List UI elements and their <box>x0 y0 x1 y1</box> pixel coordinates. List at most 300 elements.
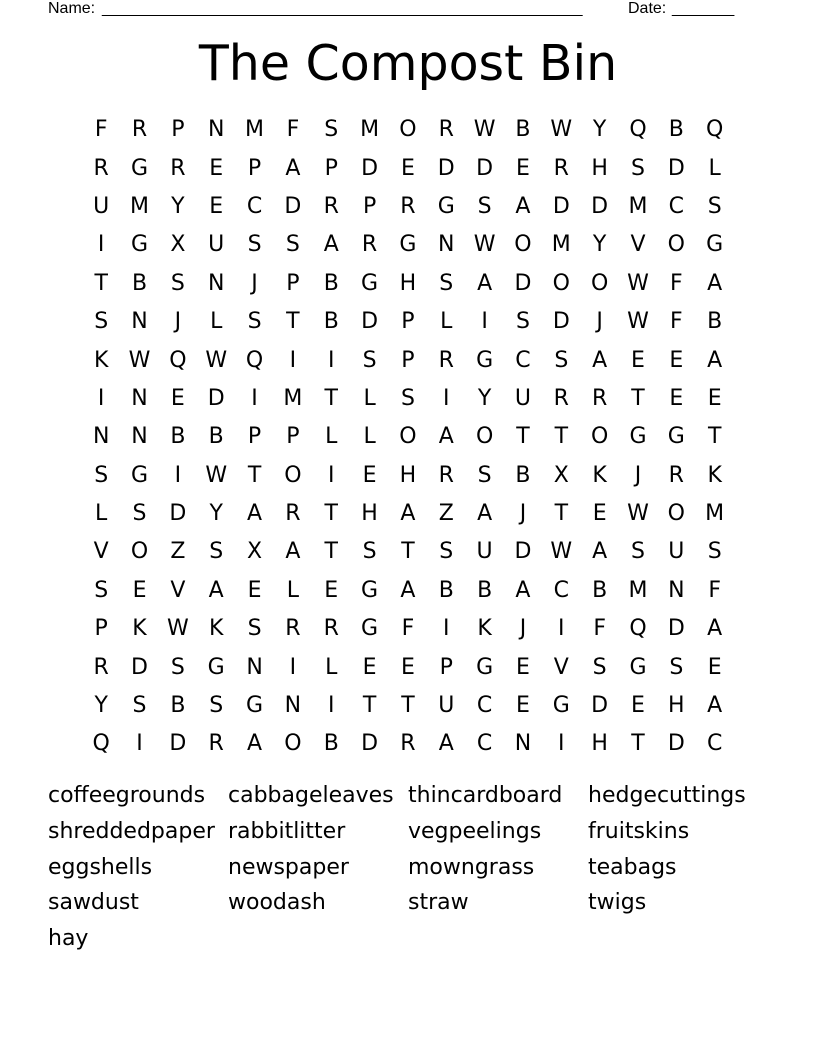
grid-letter: V <box>553 654 569 680</box>
worksheet-header <box>48 0 748 20</box>
grid-letter: S <box>247 232 262 258</box>
grid-letter: R <box>93 654 109 680</box>
grid-letter: I <box>251 385 258 411</box>
grid-row <box>82 610 734 648</box>
grid-letter: E <box>400 155 415 181</box>
grid-letter: I <box>558 616 565 642</box>
grid-letter: A <box>592 539 608 565</box>
grid-row <box>82 265 734 303</box>
grid-letter: S <box>362 539 377 565</box>
grid-letter: O <box>514 232 532 258</box>
grid-letter: C <box>246 193 263 219</box>
grid-letter: C <box>515 347 531 373</box>
grid-row <box>82 533 734 571</box>
grid-letter: G <box>667 424 685 450</box>
grid-letter: V <box>630 232 646 258</box>
grid-letter: S <box>209 693 224 719</box>
grid-letter: E <box>707 654 722 680</box>
grid-letter: R <box>400 731 416 757</box>
grid-letter: I <box>174 462 182 488</box>
grid-letter: S <box>477 462 492 488</box>
grid-letter: E <box>516 693 530 719</box>
grid-letter: Y <box>94 693 108 719</box>
grid-letter: D <box>552 309 570 335</box>
grid-letter: R <box>553 155 569 181</box>
grid-letter: R <box>323 616 339 642</box>
word-list-item: hay <box>48 926 89 952</box>
grid-letter: S <box>209 539 224 565</box>
grid-letter: L <box>363 385 376 411</box>
grid-row <box>82 687 734 725</box>
grid-letter: A <box>438 731 454 757</box>
grid-letter: B <box>592 577 608 603</box>
grid-letter: S <box>669 654 684 680</box>
grid-letter: L <box>708 155 721 181</box>
grid-row <box>82 341 734 379</box>
grid-letter: D <box>361 731 379 757</box>
grid-letter: T <box>324 539 338 565</box>
grid-letter: C <box>668 193 685 219</box>
word-list-item: thincardboard <box>408 783 563 808</box>
grid-letter: S <box>94 577 109 603</box>
word-list-item: eggshells <box>48 854 153 880</box>
grid-letter: S <box>170 654 185 680</box>
grid-letter: R <box>668 462 684 488</box>
grid-letter: B <box>208 424 224 450</box>
grid-letter: A <box>247 501 263 527</box>
grid-letter: G <box>207 654 225 680</box>
grid-letter: W <box>627 309 649 335</box>
word-list-item: vegpeelings <box>408 818 542 844</box>
grid-letter: I <box>97 385 105 411</box>
word-list <box>48 778 788 957</box>
grid-letter: G <box>130 155 149 181</box>
grid-letter: B <box>170 693 186 719</box>
grid-letter: U <box>476 539 493 565</box>
grid-letter: B <box>438 577 454 603</box>
grid-letter: S <box>170 270 185 296</box>
grid-letter: G <box>361 270 379 296</box>
grid-letter: P <box>362 193 377 219</box>
grid-letter: W <box>128 347 151 373</box>
grid-letter: F <box>670 309 683 335</box>
grid-letter: D <box>667 155 685 181</box>
grid-letter: Q <box>706 117 724 143</box>
grid-letter: N <box>131 385 148 411</box>
grid-letter: A <box>477 270 493 296</box>
grid-letter: Q <box>245 347 264 373</box>
grid-letter: P <box>247 424 262 450</box>
grid-letter: B <box>515 117 531 143</box>
grid-letter: Y <box>171 193 185 219</box>
grid-row <box>82 111 734 149</box>
grid-letter: R <box>553 385 569 411</box>
grid-letter: J <box>596 309 603 335</box>
grid-letter: H <box>668 693 685 719</box>
grid-letter: A <box>438 424 454 450</box>
grid-letter: G <box>361 577 379 603</box>
grid-letter: D <box>591 193 609 219</box>
word-list-item: hedgecuttings <box>588 783 746 808</box>
grid-letter: P <box>94 616 108 642</box>
grid-letter: P <box>286 270 300 296</box>
grid-letter: A <box>285 155 301 181</box>
grid-letter: T <box>554 424 569 450</box>
grid-row <box>82 648 734 686</box>
grid-letter: D <box>207 385 225 411</box>
page-title: The Compost Bin <box>198 35 618 92</box>
grid-letter: L <box>440 309 453 335</box>
grid-letter: M <box>360 117 380 143</box>
grid-letter: O <box>399 424 417 450</box>
grid-letter: W <box>550 117 573 143</box>
grid-letter: Z <box>438 501 454 527</box>
grid-letter: M <box>283 385 303 411</box>
grid-letter: G <box>437 193 455 219</box>
grid-letter: Y <box>592 232 607 258</box>
grid-letter: T <box>401 539 415 565</box>
grid-letter: K <box>208 616 224 642</box>
grid-letter: U <box>208 232 225 258</box>
grid-letter: E <box>631 347 645 373</box>
grid-letter: S <box>247 309 262 335</box>
grid-letter: S <box>631 539 645 565</box>
grid-letter: L <box>95 501 108 527</box>
grid-letter: N <box>514 731 532 757</box>
grid-letter: L <box>325 424 338 450</box>
grid-letter: K <box>132 616 147 642</box>
grid-letter: M <box>551 232 571 258</box>
grid-letter: R <box>438 117 454 143</box>
grid-letter: Y <box>477 385 492 411</box>
word-list-item: fruitskins <box>588 818 690 844</box>
grid-letter: E <box>247 577 262 603</box>
grid-letter: B <box>170 424 186 450</box>
grid-letter: T <box>401 693 415 719</box>
grid-letter: T <box>554 501 569 527</box>
name-blank-line: ______________________________________________________ <box>102 0 583 17</box>
word-list-item: cabbageleaves <box>228 783 394 808</box>
grid-letter: A <box>707 616 723 642</box>
grid-letter: O <box>399 117 417 143</box>
grid-letter: F <box>708 577 721 603</box>
grid-letter: T <box>631 731 645 757</box>
grid-letter: L <box>210 309 223 335</box>
grid-letter: E <box>516 155 530 181</box>
grid-letter: W <box>627 501 649 527</box>
grid-row <box>82 380 734 418</box>
grid-letter: A <box>707 347 723 373</box>
grid-letter: M <box>628 577 648 603</box>
grid-letter: S <box>400 385 415 411</box>
grid-letter: A <box>400 501 416 527</box>
grid-letter: S <box>439 270 454 296</box>
grid-letter: A <box>323 232 339 258</box>
grid-letter: I <box>289 347 297 373</box>
grid-letter: J <box>519 616 527 642</box>
grid-letter: O <box>284 731 302 757</box>
grid-letter: N <box>668 577 685 603</box>
grid-letter: E <box>707 385 722 411</box>
grid-letter: R <box>323 193 339 219</box>
grid-letter: A <box>477 501 493 527</box>
grid-letter: F <box>401 616 415 642</box>
grid-row <box>82 149 734 187</box>
grid-letter: I <box>327 347 335 373</box>
grid-letter: D <box>514 539 532 565</box>
grid-letter: V <box>170 577 186 603</box>
grid-letter: L <box>286 577 300 603</box>
grid-letter: T <box>362 693 377 719</box>
grid-letter: J <box>634 462 642 488</box>
grid-letter: P <box>171 117 185 143</box>
grid-row <box>82 226 734 264</box>
grid-letter: I <box>443 616 450 642</box>
grid-letter: H <box>361 501 378 527</box>
grid-letter: E <box>170 385 185 411</box>
grid-letter: K <box>477 616 492 642</box>
grid-letter: S <box>132 501 147 527</box>
grid-letter: D <box>667 616 685 642</box>
grid-letter: R <box>400 193 416 219</box>
grid-letter: F <box>670 270 683 296</box>
grid-letter: D <box>284 193 302 219</box>
grid-letter: A <box>707 270 723 296</box>
grid-letter: Q <box>629 616 647 642</box>
date-label: Date: <box>628 0 667 17</box>
grid-row <box>82 188 734 226</box>
grid-letter: N <box>92 424 110 450</box>
grid-letter: P <box>401 347 415 373</box>
grid-letter: A <box>707 693 723 719</box>
grid-letter: D <box>591 693 609 719</box>
grid-letter: O <box>590 424 609 450</box>
grid-letter: A <box>208 577 224 603</box>
name-label: Name: <box>48 0 96 17</box>
grid-letter: O <box>284 462 302 488</box>
grid-letter: W <box>166 616 189 642</box>
grid-letter: O <box>667 232 685 258</box>
grid-letter: M <box>130 193 149 219</box>
grid-letter: D <box>361 309 379 335</box>
grid-letter: W <box>473 232 496 258</box>
grid-letter: R <box>285 501 301 527</box>
grid-letter: B <box>323 309 339 335</box>
grid-row <box>82 495 734 533</box>
grid-letter: D <box>169 501 187 527</box>
grid-letter: T <box>516 424 530 450</box>
grid-letter: U <box>668 539 685 565</box>
grid-letter: G <box>130 232 149 258</box>
grid-letter: S <box>515 309 530 335</box>
grid-letter: B <box>323 731 339 757</box>
grid-letter: O <box>552 270 570 296</box>
grid-letter: E <box>324 577 339 603</box>
grid-letter: G <box>130 462 149 488</box>
grid-letter: E <box>669 385 684 411</box>
grid-letter: U <box>93 193 110 219</box>
grid-letter: G <box>552 693 570 719</box>
grid-letter: K <box>592 462 607 488</box>
grid-letter: W <box>205 462 228 488</box>
grid-letter: I <box>443 385 450 411</box>
grid-letter: B <box>477 577 493 603</box>
grid-letter: C <box>476 731 493 757</box>
grid-letter: E <box>516 654 530 680</box>
word-list-item: rabbitlitter <box>228 818 346 844</box>
grid-letter: X <box>553 462 569 488</box>
grid-letter: P <box>401 309 415 335</box>
grid-letter: K <box>93 347 109 373</box>
word-list-item: coffeegrounds <box>48 783 206 808</box>
grid-letter: D <box>169 731 187 757</box>
grid-letter: W <box>205 347 228 373</box>
grid-row <box>82 418 734 456</box>
word-list-item: newspaper <box>228 854 349 880</box>
grid-letter: E <box>209 155 224 181</box>
grid-letter: H <box>591 155 608 181</box>
word-list-item: teabags <box>588 854 677 880</box>
grid-letter: T <box>286 309 300 335</box>
grid-letter: R <box>285 616 301 642</box>
grid-letter: S <box>592 654 607 680</box>
grid-letter: A <box>285 539 301 565</box>
grid-row <box>82 725 734 763</box>
grid-letter: S <box>439 539 454 565</box>
grid-letter: P <box>286 424 300 450</box>
grid-letter: D <box>667 731 685 757</box>
grid-letter: N <box>131 424 148 450</box>
grid-letter: I <box>136 731 143 757</box>
grid-letter: W <box>550 539 573 565</box>
grid-letter: F <box>94 117 108 143</box>
word-list-item: sawdust <box>48 890 139 916</box>
grid-letter: G <box>629 654 647 680</box>
grid-letter: Q <box>169 347 187 373</box>
grid-letter: V <box>93 539 109 565</box>
grid-letter: N <box>284 693 302 719</box>
grid-letter: C <box>706 731 723 757</box>
grid-letter: N <box>246 654 263 680</box>
grid-letter: B <box>668 117 684 143</box>
grid-letter: E <box>132 577 147 603</box>
grid-letter: D <box>437 155 455 181</box>
grid-letter: Z <box>170 539 186 565</box>
grid-letter: G <box>476 347 494 373</box>
grid-letter: M <box>628 193 648 219</box>
grid-letter: P <box>439 654 453 680</box>
grid-letter: G <box>361 616 379 642</box>
grid-letter: S <box>707 539 722 565</box>
word-search-grid <box>82 111 734 764</box>
grid-letter: S <box>324 117 339 143</box>
grid-letter: M <box>245 117 265 143</box>
grid-letter: Q <box>629 117 647 143</box>
word-list-item: woodash <box>228 890 326 916</box>
date-blank-line: _______ <box>672 0 735 17</box>
grid-letter: E <box>669 347 684 373</box>
grid-letter: Y <box>592 117 607 143</box>
grid-letter: E <box>631 693 645 719</box>
grid-letter: S <box>285 232 300 258</box>
grid-letter: J <box>251 270 258 296</box>
grid-letter: J <box>519 501 527 527</box>
grid-letter: G <box>706 232 724 258</box>
grid-letter: A <box>400 577 416 603</box>
grid-letter: G <box>629 424 647 450</box>
grid-letter: D <box>476 155 494 181</box>
grid-letter: S <box>247 616 262 642</box>
grid-letter: R <box>438 347 454 373</box>
grid-letter: D <box>552 193 570 219</box>
grid-letter: E <box>209 193 224 219</box>
grid-letter: O <box>590 270 609 296</box>
grid-letter: T <box>247 462 262 488</box>
grid-letter: I <box>558 731 565 757</box>
grid-letter: L <box>325 654 338 680</box>
grid-letter: F <box>593 616 606 642</box>
grid-letter: E <box>362 462 377 488</box>
grid-letter: O <box>667 501 685 527</box>
grid-row <box>82 457 734 495</box>
grid-letter: R <box>93 155 109 181</box>
grid-letter: G <box>399 232 417 258</box>
grid-letter: K <box>707 462 722 488</box>
grid-letter: E <box>592 501 607 527</box>
grid-letter: T <box>324 385 338 411</box>
word-list-item: straw <box>408 890 469 916</box>
grid-letter: M <box>705 501 725 527</box>
grid-letter: P <box>324 155 338 181</box>
grid-letter: R <box>591 385 608 411</box>
grid-letter: F <box>286 117 300 143</box>
grid-letter: S <box>477 193 492 219</box>
word-list-item: shreddedpaper <box>48 818 215 844</box>
grid-letter: A <box>592 347 608 373</box>
grid-letter: R <box>208 731 224 757</box>
grid-letter: S <box>707 193 722 219</box>
grid-letter: G <box>246 693 264 719</box>
grid-letter: E <box>362 654 377 680</box>
grid-letter: H <box>591 731 608 757</box>
grid-letter: N <box>438 232 455 258</box>
grid-letter: S <box>132 693 147 719</box>
grid-letter: R <box>361 232 378 258</box>
grid-letter: O <box>475 424 494 450</box>
grid-letter: C <box>476 693 493 719</box>
grid-letter: U <box>438 693 455 719</box>
grid-letter: N <box>207 270 225 296</box>
grid-row <box>82 303 734 341</box>
grid-letter: H <box>399 462 417 488</box>
grid-letter: I <box>289 654 297 680</box>
grid-row <box>82 572 734 610</box>
grid-letter: B <box>323 270 339 296</box>
grid-letter: W <box>473 117 496 143</box>
grid-letter: I <box>97 232 105 258</box>
grid-letter: D <box>131 654 148 680</box>
word-list-item: mowngrass <box>408 854 535 880</box>
grid-letter: A <box>515 577 531 603</box>
grid-letter: S <box>94 462 109 488</box>
grid-letter: N <box>207 117 225 143</box>
grid-letter: R <box>131 117 148 143</box>
grid-letter: J <box>174 309 182 335</box>
grid-letter: B <box>515 462 531 488</box>
grid-letter: D <box>514 270 532 296</box>
grid-letter: R <box>170 155 186 181</box>
grid-letter: N <box>131 309 148 335</box>
